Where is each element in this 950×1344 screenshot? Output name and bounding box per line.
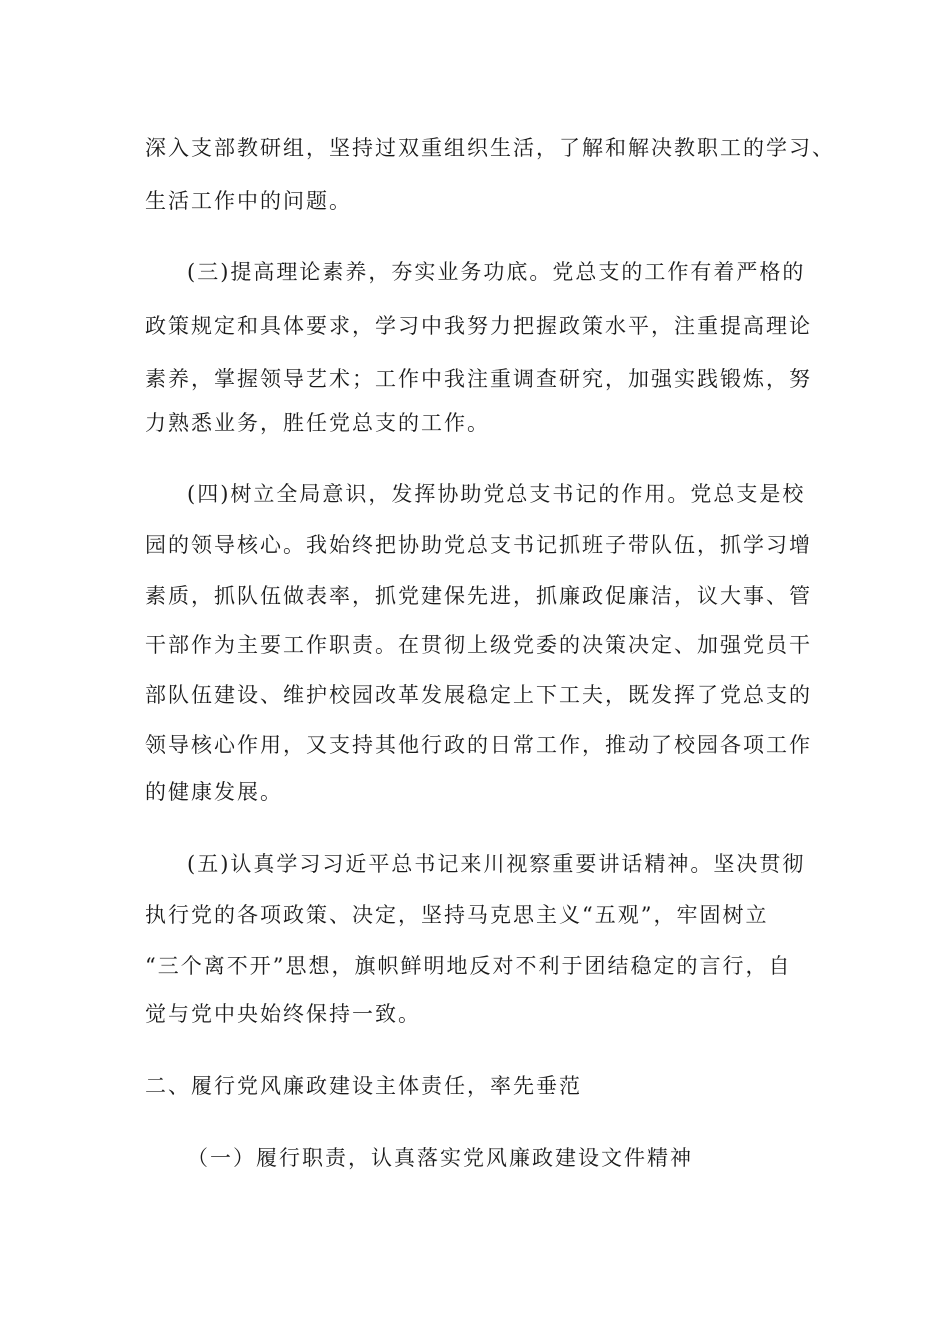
paragraph-line: 部队伍建设、维护校园改革发展稳定上下工夫，既发挥了党总支的 (145, 683, 812, 707)
paragraph-line: 生活工作中的问题。 (145, 189, 352, 213)
section-heading-2: 二、履行党风廉政建设主体责任，率先垂范 (145, 1074, 582, 1098)
paragraph-line: 素质，抓队伍做表率，抓党建保先进，抓廉政促廉洁，议大事、管 (145, 584, 812, 608)
paragraph-line: 深入支部教研组，坚持过双重组织生活，了解和解决教职工的学习、 (145, 136, 835, 160)
section-5-heading-line: (五)认真学习习近平总书记来川视察重要讲话精神。坚决贯彻 (187, 852, 806, 876)
paragraph-line: 干部作为主要工作职责。在贯彻上级党委的决策决定、加强党员干 (145, 633, 812, 657)
section-3-heading-line: (三)提高理论素养，夯实业务功底。党总支的工作有着严格的 (187, 260, 806, 284)
subsection-heading-1: （一）履行职责，认真落实党风廉政建设文件精神 (187, 1146, 693, 1170)
paragraph-line: 的健康发展。 (145, 780, 283, 804)
paragraph-line: 执行党的各项政策、决定，坚持马克思主义“五观”，牢固树立 (145, 903, 769, 927)
paragraph-line: 领导核心作用，又支持其他行政的日常工作，推动了校园各项工作 (145, 733, 812, 757)
paragraph-line: 力熟悉业务，胜任党总支的工作。 (145, 411, 490, 435)
paragraph-line: 政策规定和具体要求，学习中我努力把握政策水平，注重提高理论 (145, 314, 812, 338)
paragraph-line: 园的领导核心。我始终把协助党总支书记抓班子带队伍，抓学习增 (145, 533, 812, 557)
paragraph-line: “三个离不开”思想，旗帜鲜明地反对不利于团结稳定的言行，自 (145, 954, 792, 978)
paragraph-line: 素养，掌握领导艺术；工作中我注重调查研究，加强实践锻炼，努 (145, 367, 812, 391)
section-4-heading-line: (四)树立全局意识，发挥协助党总支书记的作用。党总支是校 (187, 482, 806, 506)
paragraph-line: 觉与党中央始终保持一致。 (145, 1002, 421, 1026)
